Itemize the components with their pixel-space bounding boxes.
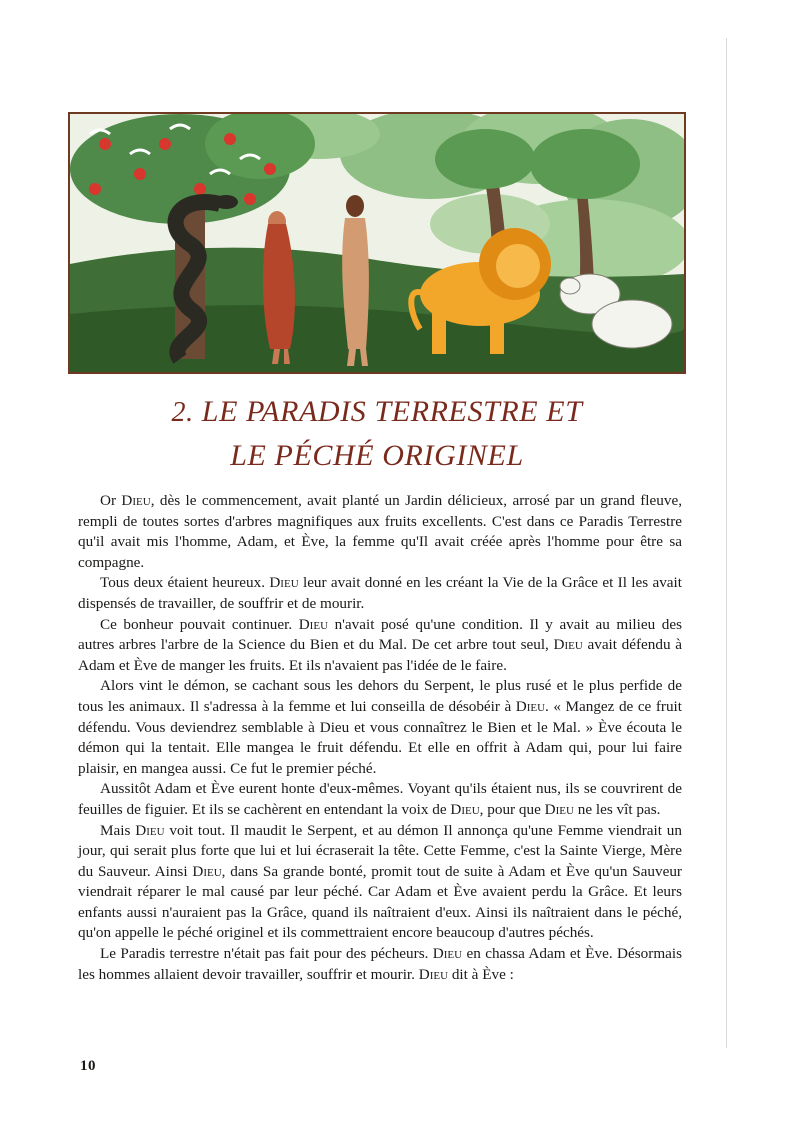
illustration-garden-of-eden — [68, 112, 686, 374]
paragraph — [78, 491, 682, 573]
paragraph — [78, 779, 682, 820]
small-caps-word: Dieu — [269, 574, 299, 592]
text-run: . « Mangez de ce fruit défendu. Vous deviendrez semblable à Dieu et vous connaîtrez le Bien et le Mal. » Ève écouta le démon qui la tentait. Elle mangea le fruit défendu. Et elle en offrit à Adam qui, pour lui faire plaisir, en mangea aussi. Ce fut le premier péché. — [78, 697, 682, 777]
text-run: Aussitôt Adam et Ève eurent honte d'eux-mêmes. Voyant qu'ils étaient nus, ils se couvrirent de feuilles de figuier. Et ils se cachèrent en entendant la voix de — [78, 780, 682, 818]
paragraph — [78, 944, 682, 985]
small-caps-word: Dieu — [298, 615, 329, 633]
paragraph — [78, 676, 682, 779]
small-caps-word: Dieu — [418, 965, 449, 983]
text-run: Le Paradis terrestre n'était pas fait pour des pécheurs. — [100, 945, 433, 963]
text-run: avait défendu à Adam et Ève de manger les fruits. Et ils n'avaient pas l'idée de le faire. — [78, 636, 682, 674]
paragraph — [78, 615, 682, 677]
text-run: leur avait donné en les créant la Vie de la Grâce et Il les avait dispensés de travailler, de souffrir et de mourir. — [78, 574, 682, 612]
small-caps-word: Dieu — [135, 821, 165, 839]
text-run: Ce bonheur pouvait continuer. — [100, 615, 299, 633]
text-run: n'avait posé qu'une condition. Il y avait au milieu des autres arbres l'arbre de la Science du Bien et du Mal. De cet arbre tout seul, — [78, 615, 682, 654]
body-text — [78, 491, 682, 985]
text-run: en chassa Adam et Ève. Désormais les hommes allaient devoir travailler, souffrir et mourir. — [78, 945, 683, 983]
small-caps-word: Dieu — [544, 800, 574, 818]
paragraph — [78, 821, 682, 945]
small-caps-word: Dieu — [192, 862, 222, 880]
paragraph — [78, 573, 682, 614]
text-run: , dans Sa grande bonté, promit tout de suite à Adam et Ève qu'un Sauveur viendrait réparer le mal causé par leur péché. Car Adam et Ève avaient perdu la Grâce. Et leurs enfants aussi n'auraient pas la Grâce, quand ils naîtraient d'eux. Ainsi ils naîtraient dans le péché, qu'on appelle le péché originel et ils commettraient encore beaucoup d'autres péchés. — [78, 862, 682, 942]
text-run: Alors vint le démon, se cachant sous les dehors du Serpent, le plus rusé et le plus perfide de tous les animaux. Il s'adressa à la femme et lui conseilla de désobéir à — [78, 677, 682, 715]
text-run: voit tout. Il maudit le Serpent, et au démon Il annonça qu'une Femme viendrait un jour, qui serait plus forte que lui et lui écraserait la tête. Cette Femme, c'est la Sainte Vierge, Mère du Sauveur. Ainsi — [78, 821, 682, 880]
chapter-title — [68, 390, 686, 477]
chapter-number: 2. — [171, 397, 194, 428]
page-edge-line — [726, 38, 727, 1048]
title-line-1-text: LE PARADIS TERRESTRE ET — [201, 395, 583, 428]
text-run: , dès le commencement, avait planté un Jardin délicieux, arrosé par un grand fleuve, rempli de toutes sortes d'arbres magnifiques aux fruits excellents. C'est dans ce Paradis Terrestre qu'il avait mis l'homme, Adam, et Ève, la femme qu'Il avait créée après l'homme pour être sa compagne. — [78, 492, 682, 571]
small-caps-word: Dieu — [450, 800, 480, 818]
small-caps-word: Dieu — [121, 492, 151, 509]
text-run: Tous deux étaient heureux. — [100, 574, 270, 592]
small-caps-word: Dieu — [553, 636, 583, 654]
title-line-1 — [68, 390, 686, 434]
page-number: 10 — [80, 1058, 96, 1074]
text-run: dit à Ève : — [448, 965, 514, 983]
title-line-2: LE PÉCHÉ ORIGINEL — [230, 439, 524, 472]
text-run: ne les vît pas. — [573, 800, 661, 818]
small-caps-word: Dieu — [515, 697, 546, 715]
text-run: Or — [100, 492, 122, 509]
small-caps-word: Dieu — [432, 945, 463, 963]
text-run: Mais — [100, 821, 136, 839]
text-run: , pour que — [479, 800, 545, 818]
